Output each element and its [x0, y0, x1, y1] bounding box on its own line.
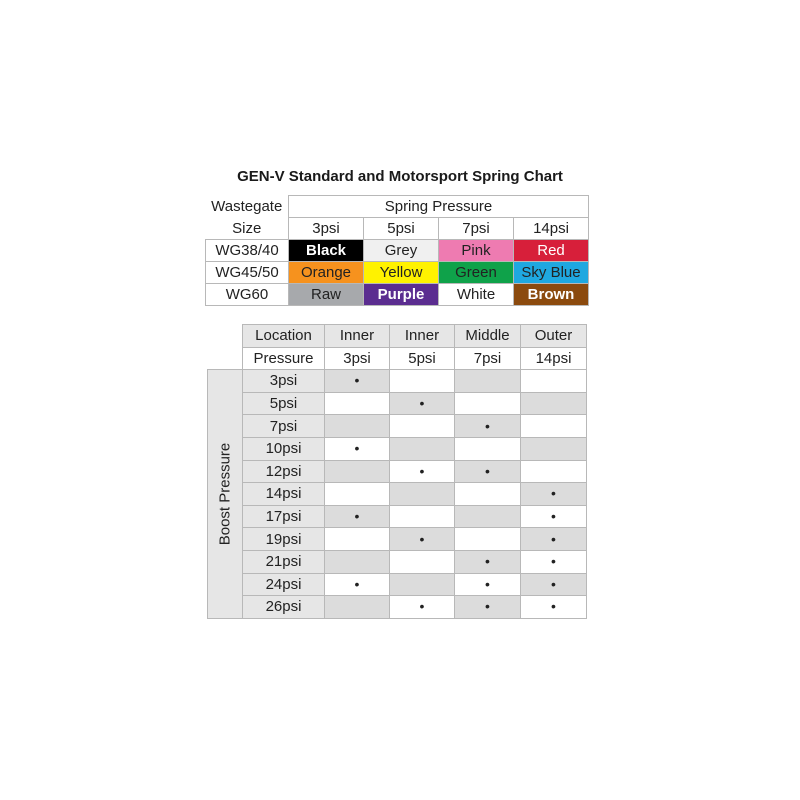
spring-selected-dot: • — [419, 395, 425, 412]
spring-column-header: 7psi — [439, 218, 514, 240]
spring-color-swatch: Black — [289, 240, 364, 262]
chart-title: GEN-V Standard and Motorsport Spring Chart — [237, 168, 563, 185]
boost-row-label: 21psi — [243, 550, 325, 573]
spring-selected-dot: • — [485, 598, 490, 615]
spring-combination-cell — [390, 437, 455, 460]
spring-selected-dot: • — [551, 530, 556, 547]
spring-column-header: 3psi — [289, 218, 364, 240]
boost-header-row — [208, 325, 587, 348]
size-label: Size — [232, 219, 262, 237]
spring-pressure-header: Spring Pressure — [289, 196, 589, 218]
spring-combination-cell — [521, 505, 587, 528]
spring-combination-cell — [325, 392, 390, 415]
spring-color-swatch: Pink — [439, 240, 514, 262]
boost-row-label: 5psi — [243, 392, 325, 415]
spring-combination-cell — [390, 392, 455, 415]
spring-column-header: 5psi — [364, 218, 439, 240]
spring-selected-dot: • — [354, 575, 360, 592]
spring-selected-dot: • — [551, 553, 556, 570]
spring-combination-cell — [390, 460, 455, 483]
spring-combination-cell — [455, 505, 521, 528]
boost-row-label: 7psi — [243, 415, 325, 438]
boost-header-row — [208, 347, 587, 370]
boost-row-label: 19psi — [243, 528, 325, 551]
spring-selected-dot: • — [551, 575, 556, 592]
spring-selected-dot: • — [419, 462, 425, 479]
spring-selected-dot: • — [485, 417, 490, 434]
spring-color-swatch: Grey — [364, 240, 439, 262]
spring-combination-cell — [521, 573, 587, 596]
spring-combination-cell — [521, 483, 587, 506]
spring-combination-cell — [521, 528, 587, 551]
spring-column-header: 14psi — [514, 218, 589, 240]
spring-combination-cell — [455, 370, 521, 393]
spring-combination-cell — [325, 573, 390, 596]
boost-column-header: Inner — [325, 325, 390, 348]
spring-row — [206, 284, 589, 306]
spring-color-swatch: Red — [514, 240, 589, 262]
spring-combination-cell — [325, 460, 390, 483]
spring-combination-cell — [455, 460, 521, 483]
spring-combination-cell — [455, 528, 521, 551]
table-row — [208, 483, 587, 506]
boost-column-header: Inner — [390, 325, 455, 348]
spring-combination-cell — [521, 392, 587, 415]
table-row — [208, 370, 587, 393]
spring-combination-cell — [325, 596, 390, 619]
spring-combination-cell — [390, 370, 455, 393]
spring-combination-cell — [390, 505, 455, 528]
boost-column-header: 7psi — [455, 347, 521, 370]
spring-combination-cell — [325, 550, 390, 573]
spring-header-row — [206, 196, 589, 218]
spring-combination-cell — [455, 392, 521, 415]
spring-combination-cell — [390, 483, 455, 506]
boost-row-label: 10psi — [243, 437, 325, 460]
spring-selected-dot: • — [485, 462, 490, 479]
spring-combination-cell — [390, 528, 455, 551]
spring-color-swatch: Raw — [289, 284, 364, 306]
boost-row-label: 12psi — [243, 460, 325, 483]
spring-combination-cell — [455, 550, 521, 573]
spring-combination-cell — [455, 483, 521, 506]
spring-combination-cell — [455, 415, 521, 438]
spring-selected-dot: • — [485, 553, 490, 570]
spring-combination-cell — [521, 437, 587, 460]
spring-selected-dot: • — [485, 575, 490, 592]
table-row — [208, 573, 587, 596]
spring-combination-cell — [325, 483, 390, 506]
boost-row-label: 14psi — [243, 483, 325, 506]
boost-column-header: Pressure — [243, 347, 325, 370]
spring-color-swatch: Purple — [364, 284, 439, 306]
table-row — [208, 596, 587, 619]
table-row — [208, 437, 587, 460]
spring-combination-cell — [455, 573, 521, 596]
boost-pressure-table — [207, 324, 587, 619]
spring-combination-cell — [325, 370, 390, 393]
spring-color-swatch: Brown — [514, 284, 589, 306]
boost-column-header: Middle — [455, 325, 521, 348]
wastegate-label: Wastegate — [211, 198, 283, 215]
boost-pressure-side-label — [208, 370, 243, 619]
table-row — [208, 550, 587, 573]
spring-combination-cell — [390, 573, 455, 596]
boost-row-label: 24psi — [243, 573, 325, 596]
spring-combination-cell — [325, 505, 390, 528]
spring-combination-cell — [390, 596, 455, 619]
spring-color-swatch: Sky Blue — [514, 262, 589, 284]
wastegate-size-label: WG45/50 — [206, 262, 289, 284]
spring-combination-cell — [455, 596, 521, 619]
spring-row — [206, 240, 589, 262]
table-row — [208, 505, 587, 528]
table-row — [208, 528, 587, 551]
boost-row-label: 17psi — [243, 505, 325, 528]
boost-column-header: Outer — [521, 325, 587, 348]
spring-combination-cell — [390, 415, 455, 438]
spring-color-table — [205, 195, 589, 306]
spring-selected-dot: • — [354, 372, 360, 389]
boost-pressure-label: Boost Pressure — [216, 442, 234, 546]
boost-column-header: 14psi — [521, 347, 587, 370]
spring-color-swatch: White — [439, 284, 514, 306]
spring-combination-cell — [325, 415, 390, 438]
boost-row-label: 26psi — [243, 596, 325, 619]
spring-selected-dot: • — [551, 485, 556, 502]
spring-combination-cell — [521, 550, 587, 573]
spring-combination-cell — [521, 596, 587, 619]
spring-selected-dot: • — [354, 440, 360, 457]
wastegate-size-label: WG38/40 — [206, 240, 289, 262]
spring-combination-cell — [521, 460, 587, 483]
boost-column-header: 5psi — [390, 347, 455, 370]
spring-combination-cell — [455, 437, 521, 460]
spring-selected-dot: • — [551, 508, 556, 525]
boost-column-header: 3psi — [325, 347, 390, 370]
spring-combination-cell — [325, 437, 390, 460]
spring-color-swatch: Green — [439, 262, 514, 284]
wastegate-size-label: WG60 — [206, 284, 289, 306]
table-row — [208, 415, 587, 438]
spring-combination-cell — [390, 550, 455, 573]
spring-selected-dot: • — [419, 530, 425, 547]
spring-selected-dot: • — [419, 598, 425, 615]
spring-combination-cell — [521, 415, 587, 438]
table-row — [208, 392, 587, 415]
table-row — [208, 460, 587, 483]
spring-selected-dot: • — [551, 598, 556, 615]
spring-combination-cell — [325, 528, 390, 551]
spring-columns-row — [206, 218, 589, 240]
spring-selected-dot: • — [354, 508, 360, 525]
spring-color-swatch: Orange — [289, 262, 364, 284]
spring-combination-cell — [521, 370, 587, 393]
boost-row-label: 3psi — [243, 370, 325, 393]
spring-row — [206, 262, 589, 284]
spring-color-swatch: Yellow — [364, 262, 439, 284]
boost-column-header: Location — [243, 325, 325, 348]
